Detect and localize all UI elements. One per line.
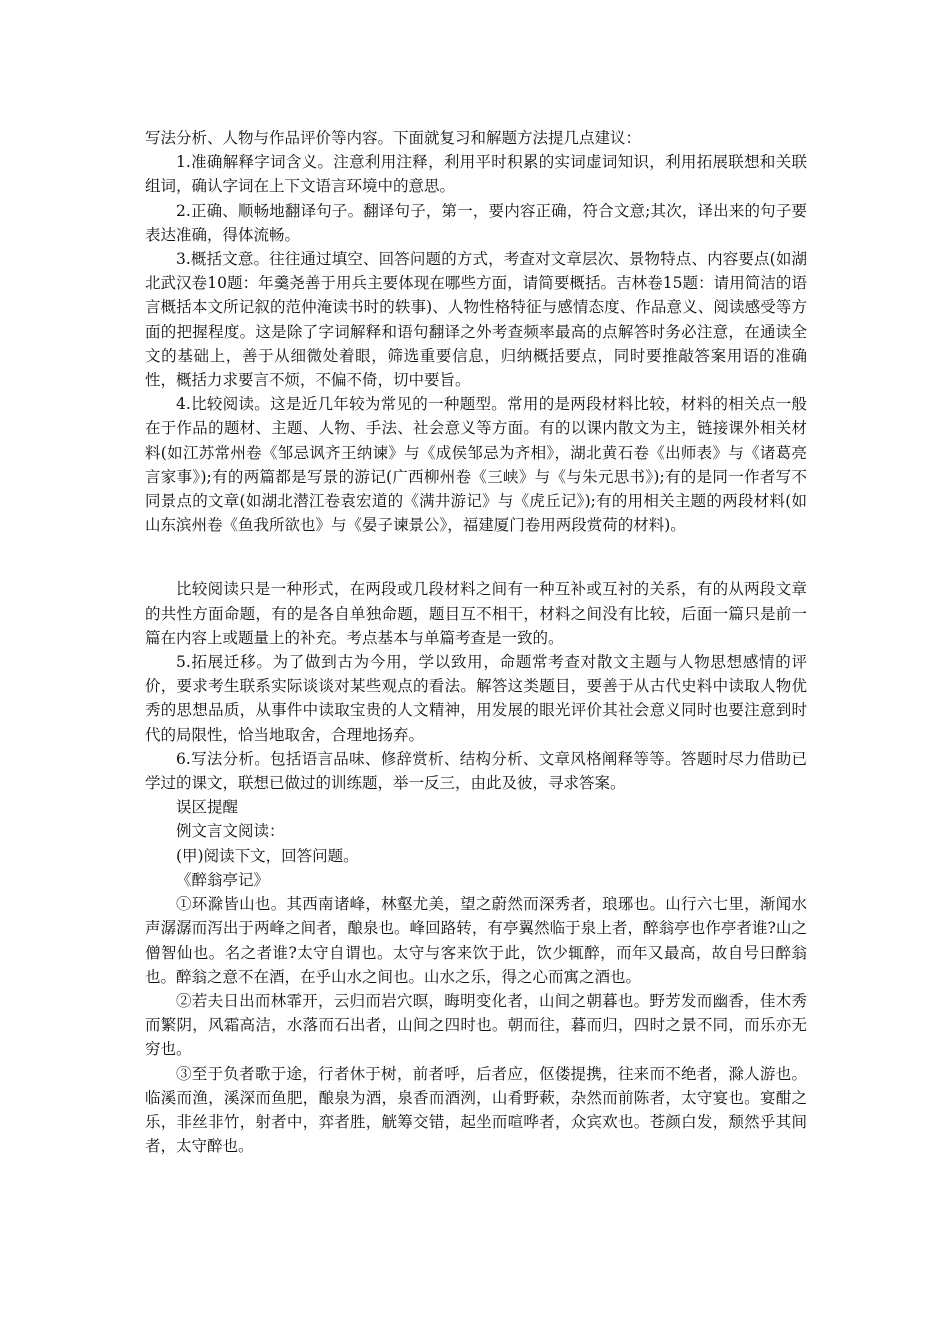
example-label: 例文言文阅读： bbox=[176, 822, 285, 841]
tip-3-paragraph: 3.概括文意。往往通过填空、回答问题的方式，考查对文章层次、景物特点、内容要点(如湖北武汉卷10题：年羹尧善于用兵主要体现在哪些方面，请简要概括。吉林卷15题：请用简洁的语言概括本文所记叙的范仲淹读书时的轶事)、人物性格特征与感情态度、作品意义、阅读感受等方面的把握程度。这是除了字词解释和语句翻译之外考查频率最高的点解答时务必注意，在通读全文的基础上，善于从细微处着眼，筛选重要信息，归纳概括要点，同时要推敲答案用语的准确性，概括力求要言不烦，不偏不倚，切中要旨。 bbox=[145, 250, 807, 390]
passage-title: 《醉翁亭记》 bbox=[176, 870, 270, 889]
comparison-note-paragraph: 比较阅读只是一种形式，在两段或几段材料之间有一种互补或互衬的关系，有的从两段文章的共性方面命题，有的是各自单独命题，题目互不相干，材料之间没有比较，后面一篇只是前一篇在内容上或题量上的补充。考点基本与单篇考查是一致的。 bbox=[145, 580, 807, 647]
passage-paragraph-1: ①环滁皆山也。其西南诸峰，林壑尤美，望之蔚然而深秀者，琅琊也。山行六七里，渐闻水声潺潺而泻出于两峰之间者，酿泉也。峰回路转，有亭翼然临于泉上者，醉翁亭也作亭者谁?山之僧智仙也。名之者谁?太守自谓也。太守与客来饮于此，饮少辄醉，而年又最高，故自号曰醉翁也。醉翁之意不在酒，在乎山水之间也。山水之乐，得之心而寓之酒也。 bbox=[145, 895, 807, 986]
section-heading-pitfalls: 误区提醒 bbox=[176, 798, 239, 817]
passage-paragraph-3: ③至于负者歌于途，行者休于树，前者呼，后者应，伛偻提携，往来而不绝者，滁人游也。临溪而渔，溪深而鱼肥，酿泉为酒，泉香而酒洌，山肴野蔌，杂然而前陈者，太守宴也。宴酣之乐，非丝非竹，射者中，弈者胜，觥筹交错，起坐而喧哗者，众宾欢也。苍颜白发，颓然乎其间者，太守醉也。 bbox=[145, 1064, 807, 1156]
passage-paragraph-2: ②若夫日出而林霏开，云归而岩穴暝，晦明变化者，山间之朝暮也。野芳发而幽香，佳木秀而繁阴，风霜高洁，水落而石出者，山间之四时也。朝而往，暮而归，四时之景不同，而乐亦无穷也。 bbox=[145, 991, 807, 1059]
tip-1-paragraph: 1.准确解释字词含义。注意利用注释，利用平时积累的实词虚词知识，利用拓展联想和关联组词，确认字词在上下文语言环境中的意思。 bbox=[145, 153, 807, 196]
tip-4-paragraph: 4.比较阅读。这是近几年较为常见的一种题型。常用的是两段材料比较，材料的相关点一般在于作品的题材、主题、人物、手法、社会意义等方面。有的以课内散文为主，链接课外相关材料(如江苏常州卷《邹忌讽齐王纳谏》与《成侯邹忌为齐相》，湖北黄石卷《出师表》与《诸葛亮言家事》);有的两篇都是写景的游记(广西柳州卷《三峡》与《与朱元思书》);有的是同一作者写不同景点的文章(如湖北潜江卷袁宏道的《满井游记》与《虎丘记》);有的用相关主题的两段材料(如山东滨州卷《鱼我所欲也》与《晏子谏景公》，福建厦门卷用两段赏荷的材料)。 bbox=[145, 395, 807, 535]
intro-paragraph: 写法分析、人物与作品评价等内容。下面就复习和解题方法提几点建议： bbox=[145, 129, 642, 147]
passage-instruction: (甲)阅读下文，回答问题。 bbox=[176, 846, 359, 865]
paragraph-spacer bbox=[145, 537, 807, 577]
document-page bbox=[145, 126, 807, 1158]
tip-5-paragraph: 5.拓展迁移。为了做到古为今用，学以致用，命题常考查对散文主题与人物思想感情的评价，要求考生联系实际谈谈对某些观点的看法。解答这类题目，要善于从古代史料中读取人物优秀的思想品质，从事件中读取宝贵的人文精神，用发展的眼光评价其社会意义同时也要注意到时代的局限性，恰当地取舍，合理地扬弃。 bbox=[145, 653, 807, 744]
tip-2-paragraph: 2.正确、顺畅地翻译句子。翻译句子，第一，要内容正确，符合文意;其次，译出来的句子要表达准确，得体流畅。 bbox=[145, 201, 807, 244]
tip-6-paragraph: 6.写法分析。包括语言品味、修辞赏析、结构分析、文章风格阐释等等。答题时尽力借助已学过的课文，联想已做过的训练题，举一反三，由此及彼，寻求答案。 bbox=[145, 749, 807, 793]
